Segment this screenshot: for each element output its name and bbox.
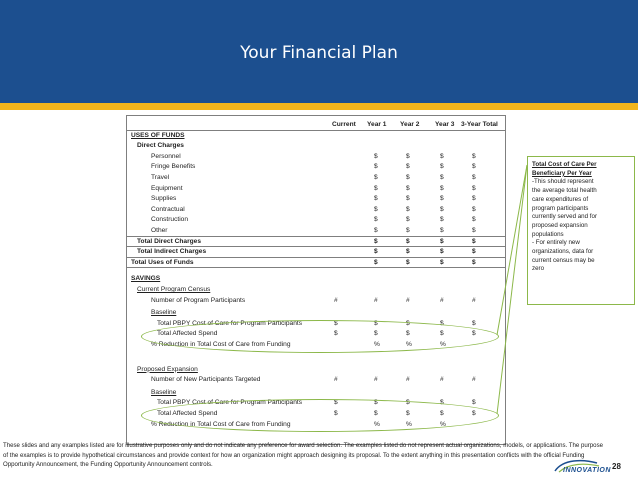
callout-body <box>532 178 630 274</box>
direct-item-row <box>127 173 505 183</box>
proposed_expansion-reduction-row-label: % Reduction in Total Cost of Care from Funding <box>151 420 291 428</box>
savings-heading-label: SAVINGS <box>131 275 161 283</box>
current_census-participants-row <box>127 296 505 306</box>
current_census-reduction-row-label: % Reduction in Total Cost of Care from Funding <box>151 341 291 348</box>
proposed_expansion-participants-row-cell-1: # <box>374 376 378 384</box>
total-row-label: Total Uses of Funds <box>131 258 194 266</box>
current_census-affected-row-cell-1: $ <box>374 330 378 338</box>
current_census-pbpy-row-cell-2: $ <box>406 319 410 327</box>
total-row-label: Total Direct Charges <box>137 237 201 245</box>
accent-bar <box>0 103 638 110</box>
proposed_expansion-participants-row-cell-3: # <box>440 376 444 384</box>
proposed_expansion-pbpy-row-cell-0: $ <box>334 399 338 407</box>
proposed_expansion-participants-row-label: Number of New Participants Targeted <box>151 376 261 384</box>
direct-item-row-label: Other <box>151 227 168 234</box>
direct-item-row-cell-1: $ <box>374 174 378 181</box>
callout-box <box>527 156 635 305</box>
direct-item-row-cell-1: $ <box>374 184 378 192</box>
callout-line: current census may be <box>532 256 595 264</box>
proposed_expansion-affected-row-cell-3: $ <box>440 410 444 417</box>
direct-item-row-label: Construction <box>151 216 189 224</box>
callout-line: care expenditures of <box>532 195 589 203</box>
direct-heading <box>127 141 505 151</box>
direct-item-row-cell-2: $ <box>406 227 410 234</box>
current_census-baseline-label-label: Baseline <box>151 309 177 317</box>
column-header-3: Year 3 <box>435 121 455 128</box>
current_census-participants-row-cell-0: # <box>334 296 338 304</box>
uses-heading-label: USES OF FUNDS <box>131 131 185 139</box>
total-row-cell-4: $ <box>472 248 476 256</box>
direct-item-row-cell-4: $ <box>472 216 476 224</box>
total-row <box>127 258 505 268</box>
total-row-cell-3: $ <box>440 237 444 245</box>
callout-line: program participants <box>532 204 589 212</box>
proposed_expansion-affected-row-cell-0: $ <box>334 410 338 417</box>
total-row-cell-4: $ <box>472 258 476 266</box>
current_census-affected-row-cell-3: $ <box>440 330 444 338</box>
direct-item-row-cell-2: $ <box>406 195 410 203</box>
disclaimer-text: These slides and any examples listed are for illustrative purposes only and do not indicate any preference for award selection. The examples listed do not represent actual organizations, models, or applications. The purpose of the examples is to provide hypothetical circumstances and provide context for how an organization might approach designing its proposal. To the extent anything in this presentation conflicts with the official Funding Opportunity Announcement, the Funding Opportunity Announcement controls. <box>3 442 604 468</box>
proposed_expansion-pbpy-row-label: Total PBPY Cost of Care for Program Participants <box>157 399 303 407</box>
logo-text: INNOVATION <box>563 467 611 474</box>
proposed_expansion-heading <box>127 365 505 375</box>
direct-item-row-label: Contractual <box>151 205 185 213</box>
direct-item-row-cell-2: $ <box>406 163 410 171</box>
current_census-participants-row-label: Number of Program Participants <box>151 296 246 304</box>
proposed_expansion-affected-row-cell-4: $ <box>472 410 476 417</box>
callout-line: organizations, data for <box>532 248 594 256</box>
direct-item-row-cell-2: $ <box>406 174 410 181</box>
budget-table <box>126 115 506 445</box>
direct-item-row-cell-3: $ <box>440 205 444 213</box>
callout-line: - For entirely new <box>532 239 580 247</box>
current_census-participants-row-cell-2: # <box>406 296 410 304</box>
proposed_expansion-pbpy-row-cell-2: $ <box>406 399 410 407</box>
current_census-participants-row-cell-3: # <box>440 296 444 304</box>
direct-item-row-cell-4: $ <box>472 205 476 213</box>
proposed_expansion-heading-label: Proposed Expansion <box>137 365 198 373</box>
callout-line: the average total health <box>532 187 597 195</box>
direct-item-row-cell-4: $ <box>472 195 476 203</box>
direct-item-row <box>127 205 505 215</box>
proposed_expansion-pbpy-row-cell-4: $ <box>472 399 476 407</box>
current_census-affected-row-cell-0: $ <box>334 330 338 338</box>
current_census-affected-row-cell-2: $ <box>406 330 410 338</box>
total-row-cell-3: $ <box>440 248 444 256</box>
current_census-pbpy-row-cell-4: $ <box>472 319 476 327</box>
proposed_expansion-pbpy-row-cell-3: $ <box>440 399 444 407</box>
direct-item-row-cell-2: $ <box>406 205 410 213</box>
direct-item-row-cell-4: $ <box>472 227 476 234</box>
direct-item-row-cell-1: $ <box>374 216 378 224</box>
proposed_expansion-baseline-label-label: Baseline <box>151 388 177 396</box>
direct-item-row-label: Personnel <box>151 152 181 160</box>
proposed_expansion-reduction-row-cell-1: % <box>374 420 380 428</box>
direct-item-row-cell-4: $ <box>472 163 476 171</box>
proposed_expansion-reduction-row-cell-2: % <box>406 420 412 428</box>
direct-item-row <box>127 162 505 172</box>
total-row-cell-4: $ <box>472 237 476 245</box>
savings-heading <box>127 274 505 284</box>
proposed_expansion-pbpy-row-cell-1: $ <box>374 399 378 407</box>
direct-heading-label: Direct Charges <box>137 142 184 150</box>
page-number: 28 <box>612 462 621 471</box>
proposed_expansion-affected-row-cell-2: $ <box>406 410 410 417</box>
direct-item-row-cell-3: $ <box>440 227 444 234</box>
current-pbpy-highlight <box>141 320 499 353</box>
total-row-cell-1: $ <box>374 248 378 256</box>
current_census-participants-row-cell-1: # <box>374 296 378 304</box>
current_census-pbpy-row-cell-1: $ <box>374 319 378 327</box>
direct-item-row-cell-3: $ <box>440 184 444 192</box>
direct-item-row-cell-3: $ <box>440 216 444 224</box>
direct-item-row-cell-3: $ <box>440 174 444 181</box>
direct-item-row <box>127 226 505 236</box>
proposed_expansion-participants-row <box>127 375 505 385</box>
direct-item-row <box>127 152 505 162</box>
callout-line: proposed expansion <box>532 221 588 229</box>
direct-item-row-cell-2: $ <box>406 152 410 160</box>
current_census-pbpy-row-cell-0: $ <box>334 319 338 327</box>
callout-line: currently served and for <box>532 213 597 221</box>
column-header-row <box>127 120 505 130</box>
total-row-cell-2: $ <box>406 258 410 266</box>
slide-header <box>0 0 638 103</box>
column-header-1: Year 1 <box>367 121 387 128</box>
current_census-heading-label: Current Program Census <box>137 286 211 293</box>
proposed_expansion-participants-row-cell-2: # <box>406 376 410 384</box>
direct-item-row-label: Supplies <box>151 195 177 203</box>
callout-line: -This should represent <box>532 178 594 186</box>
current_census-reduction-row-cell-2: % <box>406 341 412 348</box>
direct-item-row <box>127 215 505 225</box>
direct-item-row-label: Fringe Benefits <box>151 163 196 171</box>
total-row <box>127 237 505 247</box>
callout-line: zero <box>532 265 545 273</box>
direct-item-row-cell-2: $ <box>406 184 410 192</box>
current_census-affected-row-label: Total Affected Spend <box>157 330 218 338</box>
direct-item-row-cell-1: $ <box>374 152 378 160</box>
total-row-label: Total Indirect Charges <box>137 248 207 256</box>
proposed_expansion-participants-row-cell-0: # <box>334 376 338 384</box>
direct-item-row-label: Equipment <box>151 184 183 192</box>
column-header-2: Year 2 <box>400 121 420 128</box>
total-row-cell-2: $ <box>406 237 410 245</box>
current_census-heading <box>127 285 505 295</box>
current_census-reduction-row-cell-3: % <box>440 341 446 348</box>
direct-item-row-cell-3: $ <box>440 163 444 171</box>
proposed_expansion-affected-row-cell-1: $ <box>374 410 378 417</box>
callout-title: Total Cost of Care Per Beneficiary Per Year <box>532 161 597 177</box>
direct-item-row-cell-1: $ <box>374 227 378 234</box>
expansion-pbpy-highlight <box>141 399 499 432</box>
total-row <box>127 247 505 257</box>
total-row-cell-1: $ <box>374 258 378 266</box>
total-row-cell-2: $ <box>406 248 410 256</box>
slide-title: Your Financial Plan <box>240 43 398 63</box>
direct-item-row-cell-1: $ <box>374 205 378 213</box>
direct-item-row-label: Travel <box>151 174 170 181</box>
proposed_expansion-affected-row-label: Total Affected Spend <box>157 410 218 417</box>
direct-item-row-cell-1: $ <box>374 163 378 171</box>
direct-item-row-cell-1: $ <box>374 195 378 203</box>
callout-line: populations <box>532 230 564 238</box>
proposed_expansion-reduction-row-cell-3: % <box>440 420 446 428</box>
current_census-reduction-row-cell-1: % <box>374 341 380 348</box>
direct-item-row-cell-4: $ <box>472 174 476 181</box>
direct-item-row-cell-4: $ <box>472 152 476 160</box>
uses-bottom-rule <box>127 267 505 268</box>
column-header-4: 3-Year Total <box>461 121 498 128</box>
direct-item-row-cell-3: $ <box>440 152 444 160</box>
direct-item-row <box>127 184 505 194</box>
direct-item-row-cell-3: $ <box>440 195 444 203</box>
proposed_expansion-baseline-label <box>127 388 505 398</box>
current_census-pbpy-row-label: Total PBPY Cost of Care for Program Participants <box>157 319 303 327</box>
direct-item-row <box>127 194 505 204</box>
total-row-cell-1: $ <box>374 237 378 245</box>
proposed_expansion-participants-row-cell-4: # <box>472 376 476 384</box>
direct-item-row-cell-4: $ <box>472 184 476 192</box>
current_census-baseline-label <box>127 308 505 318</box>
current_census-pbpy-row-cell-3: $ <box>440 319 444 327</box>
total-row-cell-3: $ <box>440 258 444 266</box>
column-header-0: Current <box>332 121 356 128</box>
current_census-participants-row-cell-4: # <box>472 296 476 304</box>
current_census-affected-row-cell-4: $ <box>472 330 476 338</box>
direct-item-row-cell-2: $ <box>406 216 410 224</box>
uses-heading <box>127 131 505 141</box>
